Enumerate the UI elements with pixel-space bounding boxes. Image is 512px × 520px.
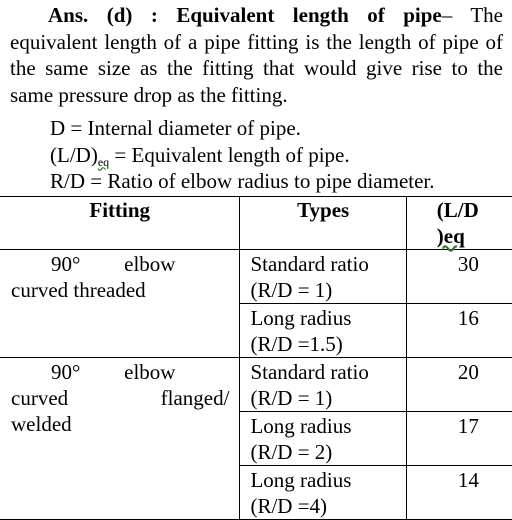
table-row — [0, 358, 512, 412]
fitting-cell-flanged: 90° elbow curved flanged/ welded — [0, 358, 240, 520]
answer-label: Ans. (d) : Equivalent length of pipe — [48, 3, 442, 27]
type-cell: Standard ratio (R/D = 1) — [240, 358, 406, 412]
value-cell: 30 — [406, 250, 512, 304]
header-fitting: Fitting — [0, 197, 240, 250]
type-cell: Long radius (R/D =4) — [240, 466, 406, 520]
table-header-row — [0, 197, 512, 250]
header-types: Types — [240, 197, 406, 250]
definition-ld — [50, 142, 435, 169]
definition-rd: R/D = Ratio of elbow radius to pipe diameter. — [50, 169, 435, 193]
header-ld-line1: (L/D — [436, 198, 479, 222]
value-cell: 16 — [406, 304, 512, 358]
value-cell: 20 — [406, 358, 512, 412]
answer-paragraph — [10, 2, 503, 108]
type-cell: Long radius (R/D =1.5) — [240, 304, 406, 358]
equivalent-length-table — [0, 196, 512, 520]
type-cell: Long radius (R/D = 2) — [240, 412, 406, 466]
answer-text: The equivalent length of a pipe fitting is the length of pipe of the same size as the fitting that would give rise to the same pressure drop as the fitting. — [10, 3, 504, 107]
answer-dash: – — [441, 3, 453, 27]
table-row — [0, 250, 512, 304]
definition-ld-prefix: (L/D) — [50, 142, 98, 167]
header-ld — [406, 197, 512, 250]
definition-d: D = Internal diameter of pipe. — [50, 116, 301, 140]
type-cell: Standard ratio (R/D = 1) — [240, 250, 406, 304]
value-cell: 17 — [406, 412, 512, 466]
definitions-list — [50, 115, 435, 195]
header-ld-line2: )eq — [436, 224, 465, 248]
definition-ld-rest: = Equivalent length of pipe. — [109, 142, 350, 167]
value-cell: 14 — [406, 466, 512, 520]
definition-ld-sub: eq — [97, 154, 110, 169]
fitting-cell-threaded: 90° elbow curved threaded — [0, 250, 240, 358]
